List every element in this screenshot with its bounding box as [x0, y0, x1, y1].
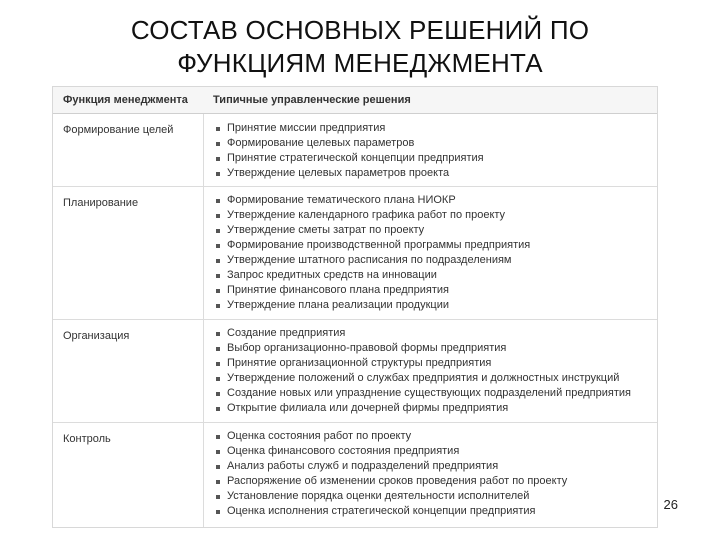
- list-item: Утверждение целевых параметров проекта: [213, 166, 484, 181]
- list-item: Формирование производственной программы предприятия: [213, 238, 530, 253]
- decision-list: [213, 429, 567, 519]
- function-cell: Контроль: [63, 433, 111, 445]
- list-item: Оценка финансового состояния предприятия: [213, 444, 567, 459]
- list-item: Принятие организационной структуры предприятия: [213, 356, 631, 371]
- decision-list: [213, 121, 484, 181]
- list-item: Оценка состояния работ по проекту: [213, 429, 567, 444]
- list-item: Утверждение плана реализации продукции: [213, 298, 530, 313]
- list-item: Формирование тематического плана НИОКР: [213, 193, 530, 208]
- table-row: [53, 320, 657, 423]
- list-item: Оценка исполнения стратегической концепции предприятия: [213, 504, 567, 519]
- list-item: Принятие миссии предприятия: [213, 121, 484, 136]
- list-item: Создание новых или упразднение существующих подразделений предприятия: [213, 386, 631, 401]
- page-number: 26: [663, 497, 678, 512]
- header-function: Функция менеджмента: [63, 94, 188, 106]
- function-cell: Планирование: [63, 197, 139, 209]
- list-item: Утверждение штатного расписания по подразделениям: [213, 253, 530, 268]
- list-item: Формирование целевых параметров: [213, 136, 484, 151]
- slide-title-line-2: ФУНКЦИЯМ МЕНЕДЖМЕНТА: [177, 48, 543, 78]
- list-item: Распоряжение об изменении сроков проведения работ по проекту: [213, 474, 567, 489]
- decisions-table: [52, 86, 658, 528]
- function-cell: Формирование целей: [63, 124, 174, 136]
- decision-list: [213, 326, 631, 416]
- function-cell: Организация: [63, 330, 130, 342]
- list-item: Запрос кредитных средств на инновации: [213, 268, 530, 283]
- list-item: Принятие финансового плана предприятия: [213, 283, 530, 298]
- table-row: [53, 114, 657, 187]
- list-item: Создание предприятия: [213, 326, 631, 341]
- table-row: [53, 423, 657, 527]
- list-item: Анализ работы служб и подразделений предприятия: [213, 459, 567, 474]
- list-item: Утверждение календарного графика работ по проекту: [213, 208, 530, 223]
- decision-list: [213, 193, 530, 313]
- slide-title: [0, 14, 720, 80]
- header-decisions: Типичные управленческие решения: [213, 94, 411, 106]
- list-item: Утверждение сметы затрат по проекту: [213, 223, 530, 238]
- list-item: Установление порядка оценки деятельности исполнителей: [213, 489, 567, 504]
- table-row: [53, 187, 657, 320]
- list-item: Выбор организационно-правовой формы предприятия: [213, 341, 631, 356]
- list-item: Утверждение положений о службах предприятия и должностных инструкций: [213, 371, 631, 386]
- list-item: Открытие филиала или дочерней фирмы предприятия: [213, 401, 631, 416]
- slide-title-line-1: СОСТАВ ОСНОВНЫХ РЕШЕНИЙ ПО: [130, 15, 590, 45]
- list-item: Принятие стратегической концепции предприятия: [213, 151, 484, 166]
- table-header-row: [53, 87, 657, 114]
